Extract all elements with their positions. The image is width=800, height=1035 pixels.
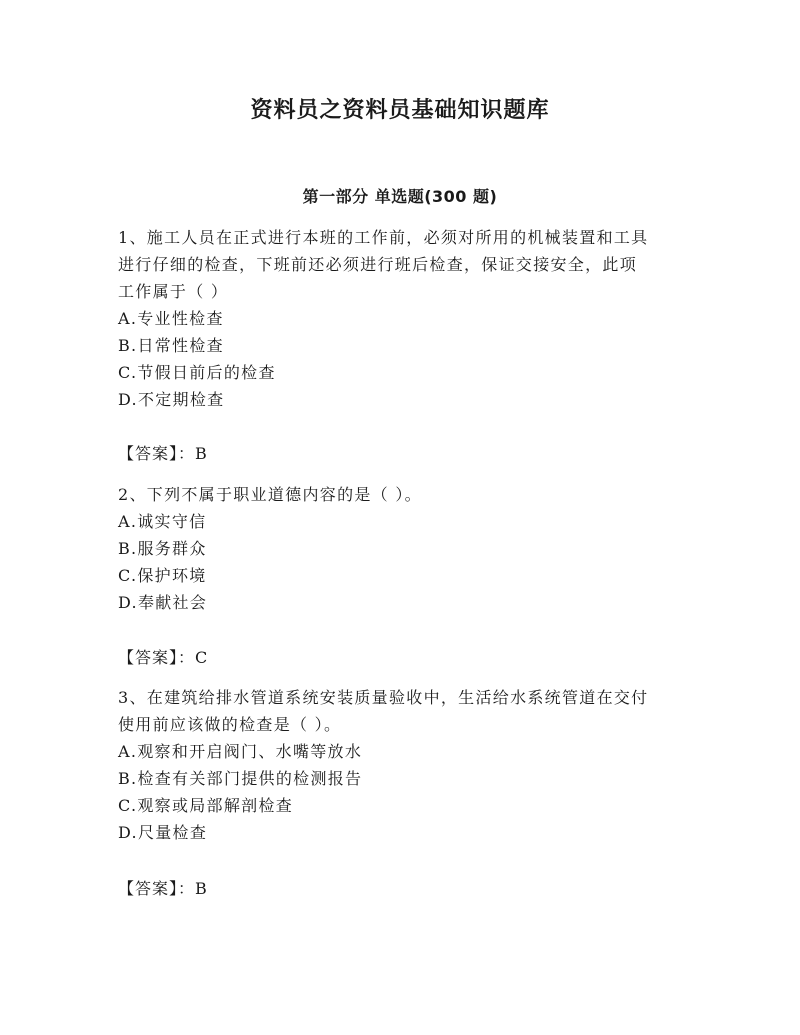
question-2-option-c: C.保护环境 [118, 566, 207, 585]
question-1-option-b: B.日常性检查 [118, 336, 224, 355]
question-3-line-2: 使用前应该做的检查是（ ）。 [118, 715, 342, 734]
question-2-answer: 【答案】：C [118, 648, 209, 667]
question-3-answer: 【答案】：B [118, 879, 208, 898]
question-3-option-a: A.观察和开启阀门、水嘴等放水 [118, 742, 363, 761]
question-1-line-3: 工作属于（ ） [118, 282, 229, 301]
question-2-option-d: D.奉献社会 [118, 593, 208, 612]
question-1-option-a: A.专业性检查 [118, 309, 224, 328]
question-3-option-b: B.检查有关部门提供的检测报告 [118, 769, 363, 788]
question-3-option-c: C.观察或局部解剖检查 [118, 796, 294, 815]
section-title: 第一部分 单选题(300 题) [302, 187, 498, 206]
question-1-line-2: 进行仔细的检查，下班前还必须进行班后检查，保证交接安全，此项 [118, 255, 638, 274]
question-3-option-d: D.尺量检查 [118, 823, 208, 842]
question-2-option-a: A.诚实守信 [118, 512, 207, 531]
question-1-answer: 【答案】：B [118, 444, 208, 463]
question-1-option-d: D.不定期检查 [118, 390, 225, 409]
question-1-option-c: C.节假日前后的检查 [118, 363, 276, 382]
question-1-line-1: 1、施工人员在正式进行本班的工作前，必须对所用的机械装置和工具 [118, 228, 649, 247]
question-3-line-1: 3、在建筑给排水管道系统安装质量验收中，生活给水系统管道在交付 [118, 688, 649, 707]
question-2-option-b: B.服务群众 [118, 539, 207, 558]
document-title: 资料员之资料员基础知识题库 [250, 98, 550, 123]
question-2-line-1: 2、下列不属于职业道德内容的是（ ）。 [118, 485, 422, 504]
